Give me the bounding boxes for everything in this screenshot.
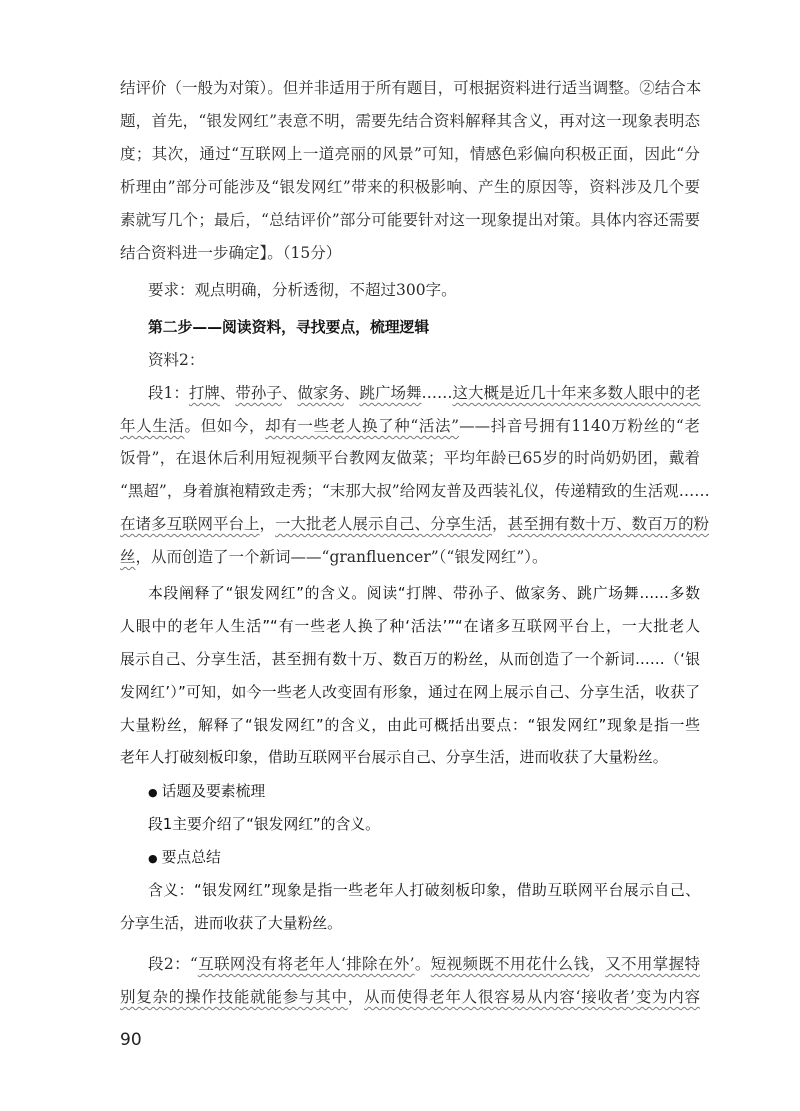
underlined-phrase: 在诸多互联网平台上 (120, 515, 260, 533)
text-segment: ，从而创造了一个新词——“granfluencer”（“银发网红”）。 (135, 548, 548, 566)
text-segment: ， (347, 988, 365, 1006)
text-line (120, 175, 700, 199)
text-segment: “黑超”，身着旗袍精致走秀；“末那大叔”给网友普及西装礼仪，传递精致的生活观…… (120, 482, 710, 500)
text-line (120, 208, 700, 232)
text-segment: 要求：观点明确，分析透彻，不超过300字。 (148, 281, 457, 299)
text-line (120, 512, 710, 536)
text-line (148, 316, 700, 340)
underlined-phrase: 带孙子 (235, 384, 282, 402)
underlined-phrase: 一大批老人展示自己、分享生活 (275, 515, 493, 533)
text-line (120, 746, 700, 770)
text-segment: 题，首先，“银发网红”表意不明，需要先结合资料解释其含义，再对这一现象表明态 (120, 112, 700, 130)
text-line (148, 846, 700, 870)
text-segment: 发网红’）”可知，如今一些老人改变固有形象，通过在网上展示自己、分享生活，收获了 (120, 684, 700, 701)
underlined-phrase: 打牌 (188, 384, 220, 402)
page-number: 90 (120, 1030, 142, 1050)
text-segment: 段1主要介绍了“银发网红”的含义。 (148, 816, 380, 833)
text-segment: 段2：“ (148, 955, 198, 973)
text-segment: 段1： (148, 384, 189, 402)
text-segment: 本段阐释了“银发网红”的含义。阅读“打牌、带孙子、做家务、跳广场舞……多数 (148, 585, 700, 602)
underlined-phrase: 这大概是近几十年来多数人眼中的老 (452, 384, 701, 402)
text-segment: 第二步——阅读资料，寻找要点，梳理逻辑 (148, 319, 430, 336)
text-line (148, 582, 700, 606)
text-line (148, 879, 700, 903)
underlined-phrase: 短视频既不用花什么钱 (430, 955, 590, 973)
text-segment: 话题及要素梳理 (161, 783, 266, 800)
text-line (120, 615, 700, 639)
text-line (120, 545, 700, 569)
underlined-phrase: 又不用掌握特 (605, 955, 700, 973)
underlined-phrase: 跳广场舞 (359, 384, 422, 402)
text-segment: 。 (414, 955, 431, 973)
text-segment: ——抖音号拥有1140万粉丝的“老 (459, 417, 700, 435)
underlined-phrase: 别复杂的操作技能就能参与其中 (120, 988, 348, 1006)
text-line (120, 648, 700, 672)
text-line (120, 414, 700, 438)
text-line (148, 952, 700, 976)
text-line (148, 813, 700, 837)
text-segment: 人眼中的老年人生活”“有一些老人换了种‘活法’”“在诸多互联网平台上，一大批老人 (120, 618, 700, 635)
text-segment: ， (492, 515, 508, 533)
text-line (148, 381, 700, 405)
text-segment: 素就写几个；最后，“总结评价”部分可能要针对这一现象提出对策。具体内容还需要 (120, 211, 700, 229)
text-segment: 析理由”部分可能涉及“银发网红”带来的积极影响、产生的原因等，资料涉及几个要 (120, 178, 700, 196)
text-segment: 。但如今， (184, 417, 266, 435)
underlined-phrase: 从而使得老年人很容易从内容‘接收者’变为内容 (364, 988, 700, 1006)
underlined-phrase: 却有一些老人换了种“活法” (265, 417, 460, 435)
text-line (120, 912, 700, 936)
text-segment: 大量粉丝，解释了“银发网红”的含义，由此可概括出要点：“银发网红”现象是指一些 (120, 717, 700, 734)
text-segment: 饭骨”，在退休后利用短视频平台教网友做菜；平均年龄已65岁的时尚奶奶团，戴着 (120, 449, 700, 467)
text-line (120, 681, 700, 705)
text-segment: 、 (219, 384, 236, 402)
text-segment: 资料2： (148, 351, 205, 369)
text-segment: 、 (281, 384, 298, 402)
text-line (120, 76, 700, 100)
text-segment: 分享生活，进而收获了大量粉丝。 (120, 915, 342, 932)
underlined-phrase: 做家务 (297, 384, 344, 402)
text-segment: 要点总结 (161, 849, 221, 866)
underlined-phrase: 甚至拥有数十万、数百万的粉 (507, 515, 710, 533)
text-segment: ， (259, 515, 276, 533)
text-line (120, 714, 700, 738)
bullet-icon: ● (148, 786, 158, 799)
text-segment: 度；其次，通过“互联网上一道亮丽的风景”可知，情感色彩偏向积极正面，因此“分 (120, 145, 700, 163)
text-line (148, 780, 700, 804)
underlined-phrase: 丝 (120, 548, 136, 566)
text-segment: 结合资料进一步确定】。（15分） (120, 244, 342, 262)
text-segment: ， (589, 955, 606, 973)
text-segment: 、 (343, 384, 360, 402)
bullet-icon: ● (148, 852, 158, 865)
text-line (120, 446, 700, 470)
text-segment: 含义：“银发网红”现象是指一些老年人打破刻板印象，借助互联网平台展示自己、 (148, 882, 700, 899)
text-line (120, 479, 710, 503)
text-line (148, 278, 700, 302)
text-line (148, 348, 700, 372)
text-line (120, 142, 700, 166)
text-segment: 展示自己、分享生活，甚至拥有数十万、数百万的粉丝，从而创造了一个新词……（‘银 (120, 651, 700, 668)
text-segment: 结评价（一般为对策）。但并非适用于所有题目，可根据资料进行适当调整。②结合本 (120, 79, 702, 97)
text-segment: …… (421, 384, 453, 402)
underlined-phrase: 互联网没有将老年人‘排除在外’ (197, 955, 415, 973)
text-segment: 老年人打破刻板印象，借助互联网平台展示自己、分享生活，进而收获了大量粉丝。 (120, 749, 668, 766)
text-line (120, 109, 700, 133)
underlined-phrase: 年人生活 (120, 417, 185, 435)
text-line (120, 985, 700, 1009)
text-line (120, 241, 700, 265)
